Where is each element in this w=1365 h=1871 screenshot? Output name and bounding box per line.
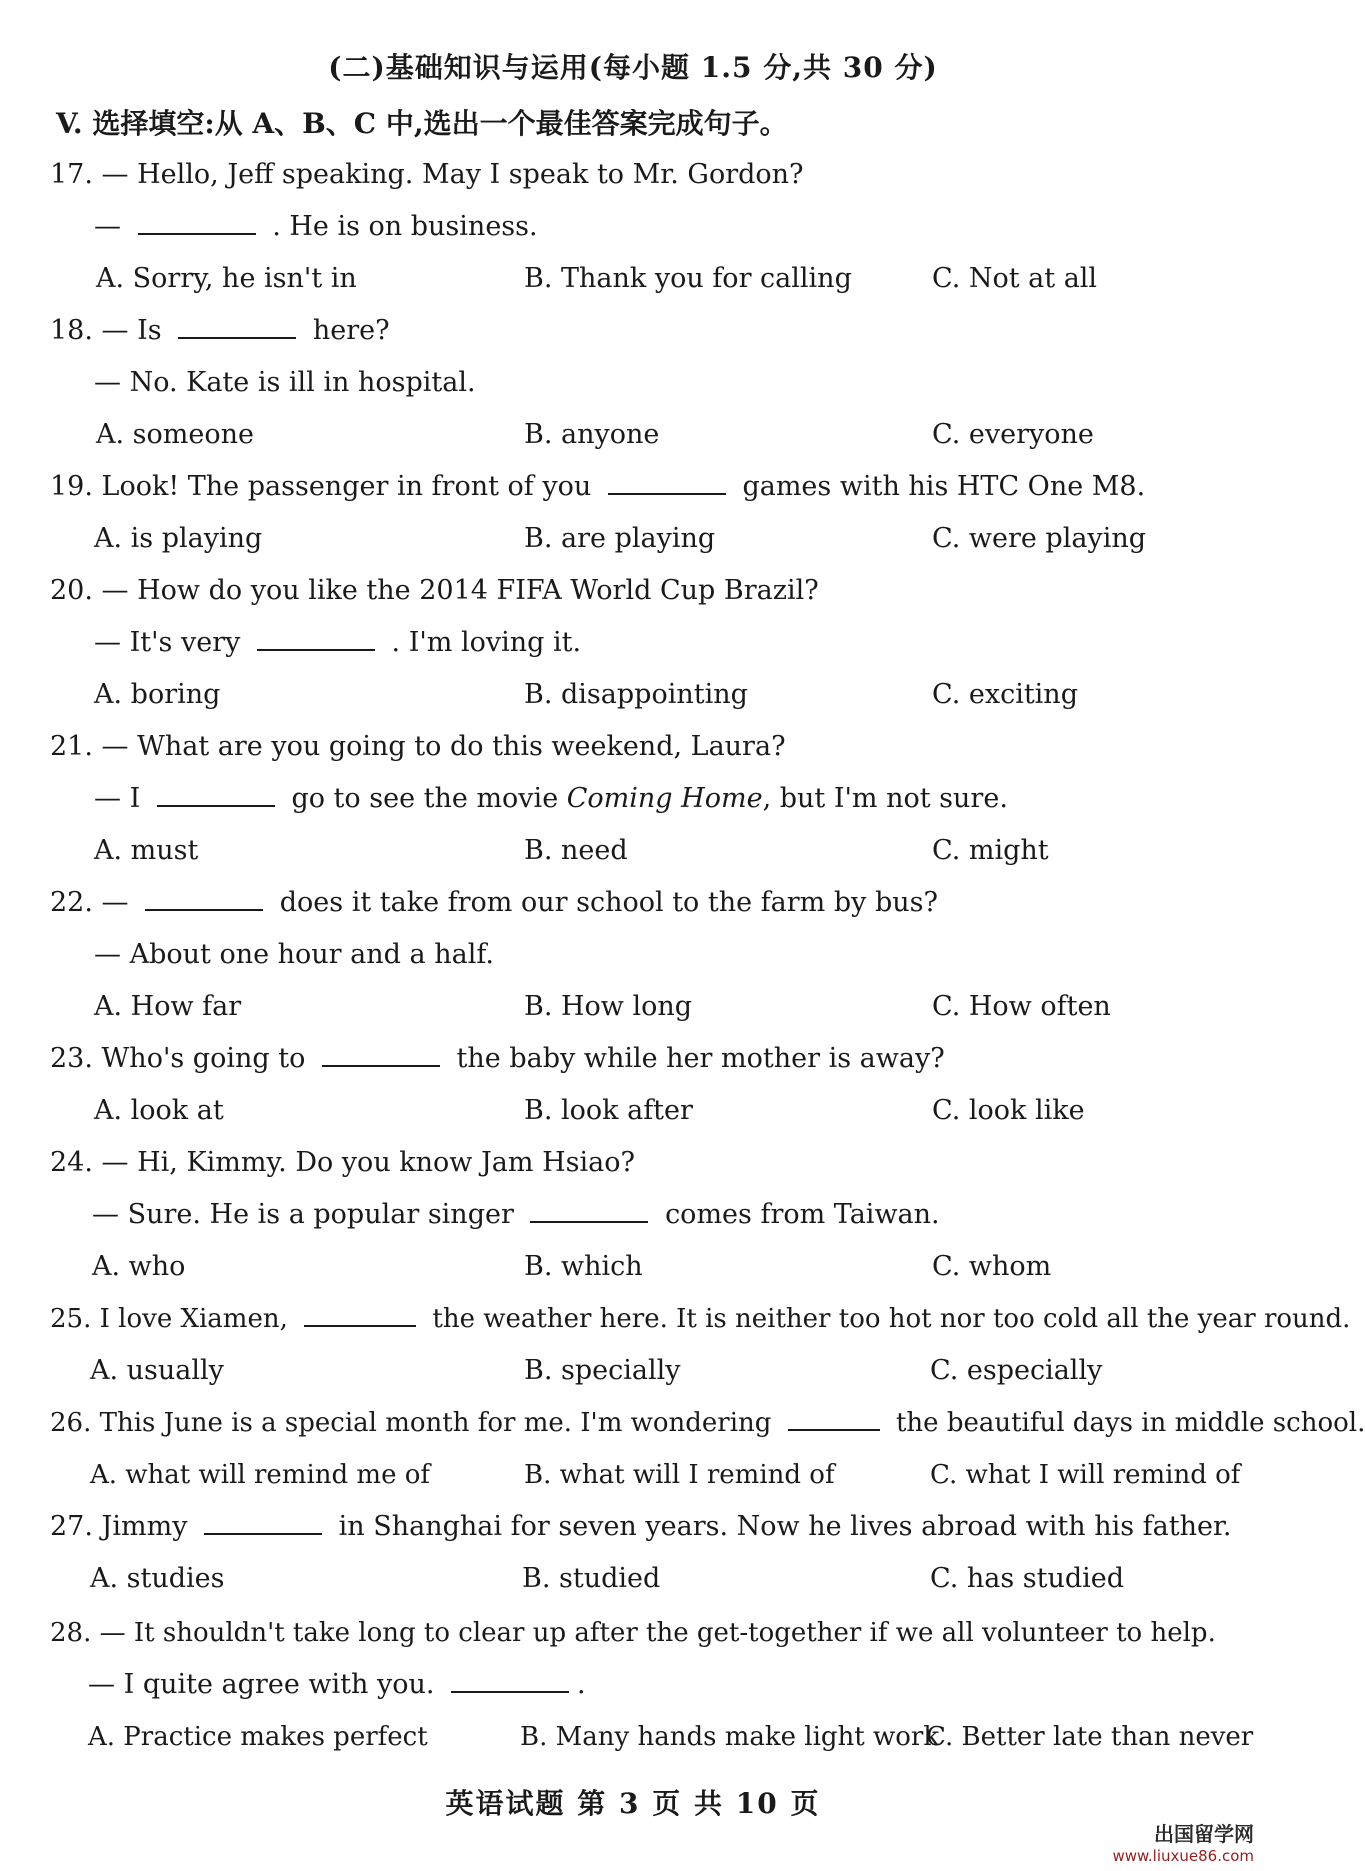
- page-footer: 英语试题 第 3 页 共 10 页: [445, 1787, 821, 1820]
- option-b: B. look after: [524, 1095, 693, 1126]
- question-22-stem: [50, 886, 938, 920]
- question-18-reply: — No. Kate is ill in hospital.: [94, 367, 476, 398]
- question-number: 21.: [50, 731, 93, 762]
- answer-blank: [322, 1043, 440, 1067]
- question-number: 23.: [50, 1043, 93, 1074]
- option-c: C. exciting: [932, 679, 1078, 710]
- question-number: 20.: [50, 575, 93, 606]
- question-text: — It's very: [94, 627, 241, 658]
- question-number: 27.: [50, 1511, 93, 1542]
- option-a: A. studies: [90, 1563, 225, 1594]
- answer-blank: [788, 1407, 880, 1431]
- question-26-stem: [50, 1406, 1365, 1440]
- question-17-stem: [50, 158, 804, 192]
- question-25-stem: [50, 1302, 1350, 1336]
- question-text: . He is on business.: [272, 211, 538, 242]
- answer-blank: [530, 1199, 648, 1223]
- option-c: C. whom: [932, 1251, 1052, 1282]
- question-text: the baby while her mother is away?: [456, 1043, 945, 1074]
- dash: —: [94, 211, 121, 242]
- question-21-reply: [94, 782, 1008, 816]
- option-c: C. especially: [930, 1355, 1103, 1386]
- answer-blank: [138, 211, 256, 235]
- answer-blank: [145, 887, 263, 911]
- question-20-reply: [94, 626, 581, 660]
- question-text: . I'm loving it.: [391, 627, 582, 658]
- question-text: — I quite agree with you.: [88, 1669, 435, 1700]
- question-number: 24.: [50, 1147, 93, 1178]
- option-a: A. is playing: [94, 523, 263, 554]
- question-text: Who's going to: [101, 1043, 306, 1074]
- option-b: B. Thank you for calling: [524, 263, 852, 294]
- instruction: V. 选择填空:从 A、B、C 中,选出一个最佳答案完成句子。: [56, 107, 788, 140]
- option-b: B. need: [524, 835, 628, 866]
- question-text: games with his HTC One M8.: [742, 471, 1146, 502]
- option-b: B. are playing: [524, 523, 716, 554]
- question-number: 26.: [50, 1408, 92, 1438]
- question-20-stem: [50, 574, 819, 608]
- option-a: A. Sorry, he isn't in: [96, 263, 357, 294]
- answer-blank: [608, 471, 726, 495]
- question-text: go to see the movie: [291, 783, 559, 814]
- watermark-url: www.liuxue86.com: [1112, 1847, 1254, 1865]
- question-text: — I: [94, 783, 141, 814]
- question-text: Jimmy: [101, 1511, 188, 1542]
- option-c: C. Not at all: [932, 263, 1098, 294]
- option-a: A. boring: [94, 679, 221, 710]
- question-21-stem: [50, 730, 786, 764]
- option-a: A. Practice makes perfect: [88, 1722, 428, 1752]
- question-23-stem: [50, 1042, 945, 1076]
- question-text: in Shanghai for seven years. Now he lives abroad with his father.: [338, 1511, 1232, 1542]
- question-number: 19.: [50, 471, 93, 502]
- option-c: C. everyone: [932, 419, 1094, 450]
- option-a: A. look at: [94, 1095, 224, 1126]
- option-b: B. disappointing: [524, 679, 748, 710]
- option-a: A. usually: [90, 1355, 224, 1386]
- option-c: C. has studied: [930, 1563, 1125, 1594]
- answer-blank: [304, 1303, 416, 1327]
- question-text: Look! The passenger in front of you: [101, 471, 592, 502]
- question-number: 22.: [50, 887, 93, 918]
- question-text: , but I'm not sure.: [762, 783, 1008, 814]
- question-text: — What are you going to do this weekend, Laura?: [101, 731, 786, 762]
- option-a: A. who: [92, 1251, 186, 1282]
- option-c: C. How often: [932, 991, 1111, 1022]
- answer-blank: [257, 627, 375, 651]
- question-18-stem: [50, 314, 390, 348]
- movie-title: Coming Home: [566, 783, 763, 814]
- question-text: here?: [312, 315, 390, 346]
- option-c: C. what I will remind of: [930, 1460, 1241, 1490]
- question-28-stem: [50, 1616, 1216, 1650]
- option-b: B. Many hands make light work: [520, 1722, 940, 1752]
- question-24-reply: [92, 1198, 940, 1232]
- option-b: B. what will I remind of: [524, 1460, 835, 1490]
- question-number: 28.: [50, 1618, 92, 1648]
- option-b: B. studied: [522, 1563, 661, 1594]
- answer-blank: [157, 783, 275, 807]
- question-19-stem: [50, 470, 1145, 504]
- question-text: .: [577, 1669, 586, 1700]
- question-24-stem: [50, 1146, 635, 1180]
- option-c: C. might: [932, 835, 1049, 866]
- option-c: C. were playing: [932, 523, 1146, 554]
- question-number: 18.: [50, 315, 93, 346]
- answer-blank: [204, 1511, 322, 1535]
- question-28-reply: [88, 1668, 586, 1702]
- question-text: This June is a special month for me. I'm wondering: [99, 1408, 772, 1438]
- question-27-stem: [50, 1510, 1232, 1544]
- watermark-name: 出国留学网: [1154, 1822, 1254, 1846]
- question-text: — Hello, Jeff speaking. May I speak to Mr. Gordon?: [101, 159, 804, 190]
- question-text: the beautiful days in middle school.: [895, 1408, 1365, 1438]
- question-text: — How do you like the 2014 FIFA World Cup Brazil?: [101, 575, 819, 606]
- option-b: B. which: [524, 1251, 643, 1282]
- option-b: B. specially: [524, 1355, 681, 1386]
- question-number: 25.: [50, 1304, 92, 1334]
- option-c: C. Better late than never: [926, 1722, 1254, 1752]
- question-number: 17.: [50, 159, 93, 190]
- answer-blank: [451, 1669, 569, 1693]
- section-title: (二)基础知识与运用(每小题 1.5 分,共 30 分): [328, 51, 938, 84]
- question-text: — Hi, Kimmy. Do you know Jam Hsiao?: [101, 1147, 635, 1178]
- question-22-reply: — About one hour and a half.: [94, 939, 494, 970]
- question-text: the weather here. It is neither too hot nor too cold all the year round.: [432, 1304, 1351, 1334]
- option-a: A. must: [94, 835, 199, 866]
- option-a: A. what will remind me of: [90, 1460, 431, 1490]
- question-text: I love Xiamen,: [99, 1304, 288, 1334]
- option-b: B. How long: [524, 991, 693, 1022]
- question-text: — Sure. He is a popular singer: [92, 1199, 514, 1230]
- question-text: comes from Taiwan.: [665, 1199, 940, 1230]
- question-text: — Is: [101, 315, 162, 346]
- option-b: B. anyone: [524, 419, 660, 450]
- option-c: C. look like: [932, 1095, 1085, 1126]
- answer-blank: [178, 315, 296, 339]
- option-a: A. someone: [96, 419, 254, 450]
- dash: —: [101, 887, 129, 918]
- question-text: does it take from our school to the farm by bus?: [279, 887, 938, 918]
- question-17-reply: [94, 210, 538, 244]
- option-a: A. How far: [94, 991, 242, 1022]
- question-text: — It shouldn't take long to clear up after the get-together if we all volunteer to help.: [99, 1618, 1216, 1648]
- site-watermark: [1112, 1818, 1254, 1865]
